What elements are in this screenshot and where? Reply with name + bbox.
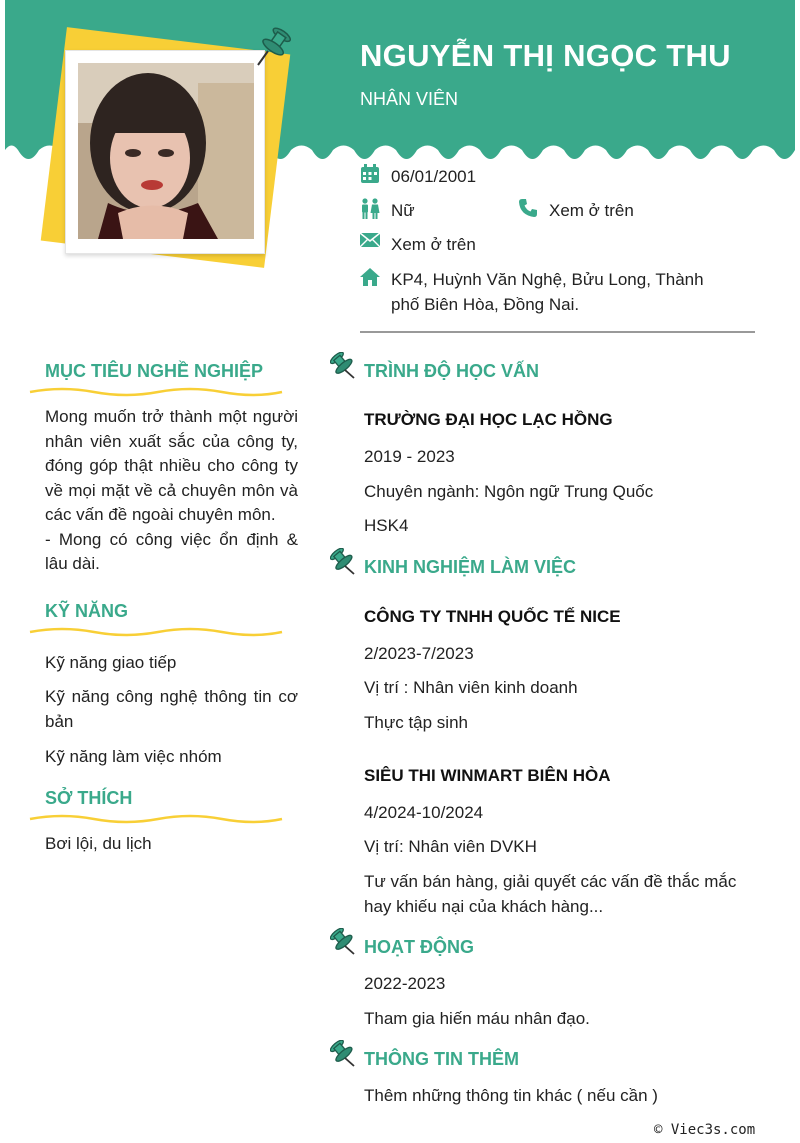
phone-row <box>518 198 634 223</box>
pin-icon <box>330 928 356 956</box>
address-row <box>360 267 704 317</box>
objective-paragraph: Mong muốn trở thành một người nhân viên xuất sắc của công ty, đóng góp thật nhiều cho công ty về mọi mặt về cả chuyên môn và các vấn đề ngoài chuyên môn. <box>45 407 298 524</box>
avatar <box>78 63 254 239</box>
education-extra: HSK4 <box>364 516 409 535</box>
gender-row <box>360 198 415 223</box>
pin-icon <box>330 352 356 380</box>
profile-photo-block <box>45 30 290 270</box>
contact-divider <box>360 331 755 333</box>
home-icon <box>360 267 382 289</box>
skills-title: KỸ NĂNG <box>45 601 129 621</box>
gender-icon <box>360 198 382 220</box>
job-period: 4/2024-10/2024 <box>364 803 484 822</box>
objective-text <box>45 405 298 577</box>
gender-text: Nữ <box>391 201 415 220</box>
phone-icon <box>518 198 540 220</box>
phone-text: Xem ở trên <box>549 201 634 220</box>
hobbies-title: SỞ THÍCH <box>45 788 133 808</box>
pin-icon <box>330 548 356 576</box>
skill-item: Kỹ năng giao tiếp <box>45 653 177 672</box>
activities-title: HOẠT ĐỘNG <box>364 937 474 957</box>
objective-paragraph-2: - Mong có công việc ổn định & lâu dài. <box>45 529 298 573</box>
skill-item: Kỹ năng công nghệ thông tin cơ bản <box>45 687 298 731</box>
dob-text: 06/01/2001 <box>391 167 477 186</box>
pin-icon <box>250 25 294 69</box>
company-name: CÔNG TY TNHH QUỐC TẾ NICE <box>364 607 621 626</box>
address-line-1: KP4, Huỳnh Văn Nghệ, Bửu Long, Thành <box>391 270 704 289</box>
footer-watermark: © Viec3s.com <box>654 1122 756 1138</box>
photo-frame <box>65 50 265 254</box>
hobbies-text: Bơi lội, du lịch <box>45 834 152 853</box>
activity-description: Tham gia hiến máu nhân đạo. <box>364 1009 590 1028</box>
school-name: TRƯỜNG ĐẠI HỌC LẠC HỒNG <box>364 410 613 429</box>
title-underline <box>28 386 283 398</box>
company-name: SIÊU THI WINMART BIÊN HÒA <box>364 766 611 785</box>
address-text <box>391 267 704 317</box>
pin-icon <box>330 1040 356 1068</box>
job-position: Vị trí: Nhân viên DVKH <box>364 837 537 856</box>
job-period: 2/2023-7/2023 <box>364 644 474 663</box>
skill-item: Kỹ năng làm việc nhóm <box>45 747 222 766</box>
email-row <box>360 232 476 257</box>
address-line-2: phố Biên Hòa, Đồng Nai. <box>391 295 580 314</box>
candidate-role: NHÂN VIÊN <box>360 89 459 109</box>
title-underline <box>28 813 283 825</box>
dob-row <box>360 164 476 189</box>
additional-title: THÔNG TIN THÊM <box>364 1049 519 1069</box>
title-underline <box>28 626 283 638</box>
education-title: TRÌNH ĐỘ HỌC VẤN <box>364 361 539 381</box>
calendar-icon <box>360 164 382 186</box>
additional-text: Thêm những thông tin khác ( nếu cần ) <box>364 1086 658 1105</box>
education-major: Chuyên ngành: Ngôn ngữ Trung Quốc <box>364 482 654 501</box>
objective-title: MỤC TIÊU NGHỀ NGHIỆP <box>45 361 264 381</box>
education-years: 2019 - 2023 <box>364 447 455 466</box>
activity-period: 2022-2023 <box>364 974 446 993</box>
job-description: Thực tập sinh <box>364 713 468 732</box>
email-text: Xem ở trên <box>391 235 476 254</box>
job-description: Tư vấn bán hàng, giải quyết các vấn đề thắc mắc hay khiếu nại của khách hàng... <box>364 872 737 916</box>
candidate-name: NGUYỄN THỊ NGỌC THU <box>360 38 731 73</box>
email-icon <box>360 232 382 254</box>
experience-title: KINH NGHIỆM LÀM VIỆC <box>364 557 577 577</box>
job-position: Vị trí : Nhân viên kinh doanh <box>364 678 578 697</box>
